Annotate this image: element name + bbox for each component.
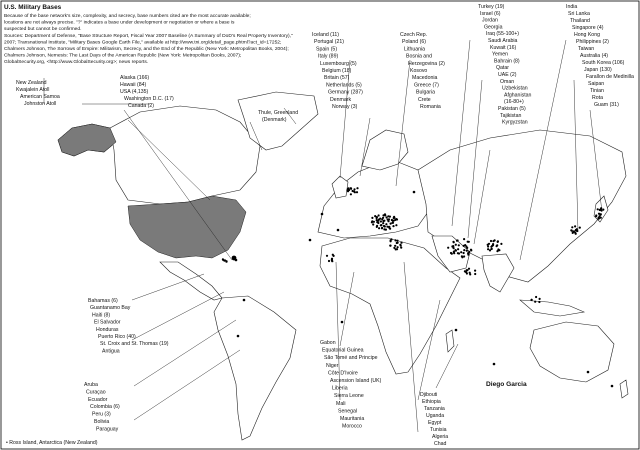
label-caribbean-item: Guantanamo Bay bbox=[90, 305, 131, 312]
intro-line: locations are not always precise. "?" indicates a base under development or negotiation or where a base is bbox=[4, 20, 235, 26]
label-mideast-item: Oman bbox=[500, 78, 515, 85]
label-africa-w-item: Liberia bbox=[332, 385, 348, 392]
label-caribbean-item: Puerto Rico (40) bbox=[98, 334, 136, 340]
base-marker bbox=[474, 273, 476, 275]
base-marker bbox=[395, 224, 397, 226]
label-africa-w-item: Equatorial Guinea bbox=[322, 347, 364, 354]
canada-land bbox=[110, 106, 260, 204]
base-marker bbox=[466, 272, 468, 274]
label-europe-a-item: Italy (89) bbox=[318, 53, 339, 60]
label-mideast-item: Afghanistan bbox=[504, 92, 532, 99]
label-mideast-item: Pakistan (5) bbox=[498, 106, 526, 112]
base-marker bbox=[371, 217, 373, 219]
base-marker bbox=[611, 385, 614, 388]
base-marker bbox=[395, 248, 397, 250]
base-marker bbox=[491, 245, 493, 247]
intro-line: Chalmers Johnson, The Sorrows of Empire: Militarism, Secrecy, and the End of the Republic (New York: Metropolitan Books, 2004); bbox=[4, 47, 289, 52]
base-marker bbox=[243, 299, 246, 302]
label-europe-a-item: Norway (3) bbox=[332, 104, 358, 110]
label-south-america-item: Ecuador bbox=[88, 396, 108, 403]
label-africa-w-item: Ascension Island (UK) bbox=[330, 378, 382, 384]
base-marker bbox=[385, 223, 387, 225]
base-marker bbox=[223, 260, 225, 262]
base-marker bbox=[384, 214, 386, 216]
base-marker bbox=[458, 252, 460, 254]
base-marker bbox=[331, 260, 333, 262]
label-europe-a-item: Belgium (18) bbox=[322, 68, 352, 74]
label-asia-item: Singapore (4) bbox=[572, 25, 604, 31]
base-marker bbox=[378, 214, 380, 216]
label-europe-b-item: Greece (7) bbox=[414, 82, 439, 89]
label-africa-w-item: Gabon bbox=[320, 340, 336, 346]
base-marker bbox=[354, 191, 356, 193]
label-south-america-item: Paraguay bbox=[96, 426, 119, 433]
label-europe-b-item: Czech Rep. bbox=[400, 32, 428, 38]
base-marker bbox=[380, 220, 382, 222]
base-marker bbox=[465, 245, 467, 247]
label-mideast-item: Israel (6) bbox=[480, 10, 501, 17]
base-marker bbox=[466, 250, 468, 252]
base-marker bbox=[463, 238, 465, 240]
base-marker bbox=[353, 188, 355, 190]
base-marker bbox=[383, 220, 385, 222]
label-europe-b-item: Kosovo bbox=[410, 68, 428, 74]
label-caribbean-item: Antigua bbox=[102, 348, 120, 355]
label-europe-b-item: Romania bbox=[420, 104, 441, 110]
label-europe-b-item: Bosnia and bbox=[406, 53, 432, 60]
label-europe-a-item: Denmark bbox=[330, 96, 352, 103]
label-europe-b-item: Macedonia bbox=[412, 75, 438, 82]
base-marker bbox=[376, 221, 378, 223]
label-europe-a-item: Germany (287) bbox=[328, 89, 363, 96]
base-marker bbox=[321, 213, 324, 216]
label-europe-a-item: Spain (5) bbox=[316, 46, 338, 53]
label-usa: USA (4,135) bbox=[120, 89, 149, 95]
base-marker bbox=[394, 245, 396, 247]
base-marker bbox=[470, 249, 472, 251]
base-marker bbox=[474, 270, 476, 272]
intro-line: Because of the base network's size, complexity, and secrecy, base numbers cited are the most accurate available; bbox=[4, 14, 251, 19]
label-mideast-item: Bahrain (8) bbox=[494, 58, 520, 65]
intro-line: Chalmers Johnson, Nemesis: The Last Days of the American Republic (New York: Metropolitan Books, 2007); bbox=[4, 53, 242, 59]
base-marker bbox=[356, 187, 358, 189]
label-asia-item: Japan (130) bbox=[584, 67, 612, 73]
label-mideast-item: Georgia bbox=[484, 24, 503, 31]
base-marker bbox=[389, 245, 391, 247]
label-south-america-item: Colombia (6) bbox=[90, 404, 120, 411]
label-europe-b-item: Lithuania bbox=[404, 46, 426, 53]
base-marker bbox=[350, 193, 352, 195]
base-marker bbox=[487, 248, 489, 250]
base-marker bbox=[390, 223, 392, 225]
base-marker bbox=[457, 248, 459, 250]
label-hawaii: Hawaii (84) bbox=[120, 82, 147, 88]
base-marker bbox=[372, 223, 374, 225]
base-marker bbox=[539, 298, 541, 300]
base-marker bbox=[378, 219, 380, 221]
label-asia-item: Rota bbox=[592, 95, 603, 101]
base-marker bbox=[393, 220, 395, 222]
label-mideast-item: Jordan bbox=[482, 17, 498, 24]
label-south-america-item: Curaçao bbox=[86, 389, 106, 396]
base-marker bbox=[496, 245, 498, 247]
base-marker bbox=[597, 208, 599, 210]
base-marker bbox=[492, 240, 494, 242]
label-canada: Canada (2) bbox=[128, 103, 154, 109]
label-europe-b-item: Poland (6) bbox=[402, 39, 426, 46]
base-marker bbox=[466, 269, 468, 271]
base-marker bbox=[487, 245, 489, 247]
label-africa-e-item: Uganda bbox=[426, 413, 445, 419]
base-marker bbox=[393, 216, 395, 218]
base-marker bbox=[347, 188, 349, 190]
label-mideast-item: Yemen bbox=[492, 51, 508, 58]
base-marker bbox=[455, 329, 458, 332]
label-caribbean-item: Haiti (8) bbox=[92, 312, 111, 319]
base-marker bbox=[490, 240, 492, 242]
base-marker bbox=[383, 228, 385, 230]
label-africa-w-item: Sierra Leone bbox=[334, 393, 364, 400]
base-marker bbox=[397, 242, 399, 244]
base-marker bbox=[452, 241, 454, 243]
label-asia-item: Hong Kong bbox=[574, 32, 600, 38]
label-asia-item: Guam (31) bbox=[594, 102, 619, 108]
base-marker bbox=[394, 239, 396, 241]
base-marker bbox=[376, 226, 378, 228]
base-marker bbox=[491, 248, 493, 250]
base-marker bbox=[463, 252, 465, 254]
base-marker bbox=[341, 321, 344, 324]
base-marker bbox=[328, 260, 330, 262]
label-american-samoa: American Samoa bbox=[20, 94, 60, 100]
label-caribbean-item: El Salvador bbox=[94, 319, 121, 326]
label-africa-w-item: Senegal bbox=[338, 408, 358, 415]
base-marker bbox=[587, 371, 590, 374]
base-marker bbox=[468, 251, 470, 253]
base-marker bbox=[396, 218, 398, 220]
base-marker bbox=[595, 215, 597, 217]
label-africa-e-item: Tanzania bbox=[424, 406, 445, 412]
base-marker bbox=[600, 209, 602, 211]
label-caribbean-item: St. Croix and St. Thomas (19) bbox=[100, 341, 169, 348]
label-africa-e-item: Ethiopia bbox=[422, 399, 441, 405]
label-asia-item: Tinian bbox=[590, 88, 604, 94]
label-africa-e-item: Algeria bbox=[432, 434, 449, 440]
base-marker bbox=[352, 190, 354, 192]
label-thule: Thule, Greenland bbox=[258, 110, 299, 116]
base-marker bbox=[376, 217, 378, 219]
label-asia-item: Taiwan bbox=[578, 46, 595, 52]
label-africa-w-item: Côte D'Ivoire bbox=[328, 370, 358, 377]
base-marker bbox=[571, 226, 573, 228]
map-title: U.S. Military Bases bbox=[4, 4, 62, 11]
base-marker bbox=[579, 227, 581, 229]
label-mideast-item: (16-80+) bbox=[504, 99, 524, 106]
label-europe-a-item: Luxembourg (5) bbox=[320, 60, 357, 67]
label-africa-w-item: Mali bbox=[336, 400, 346, 407]
base-marker bbox=[469, 273, 471, 275]
label-ross-island: • Ross Island, Antarctica (New Zealand) bbox=[6, 440, 98, 446]
label-kwajalein: Kwajalein Atoll bbox=[16, 87, 50, 93]
label-africa-e-item: Chad bbox=[434, 441, 447, 447]
base-marker bbox=[237, 335, 240, 338]
label-south-america-item: Peru (3) bbox=[92, 411, 111, 418]
intro-line: GlobalSecurity.org, <http://www.GlobalSecurity.org>; news reports. bbox=[4, 60, 149, 66]
base-marker bbox=[309, 239, 312, 242]
base-marker bbox=[380, 224, 382, 226]
label-caribbean-item: Honduras bbox=[96, 326, 119, 333]
label-denmark-greenland: (Denmark) bbox=[262, 117, 287, 123]
base-marker bbox=[463, 249, 465, 251]
label-mideast-item: Uzbekistan bbox=[502, 85, 528, 92]
intro-line: Sources: Department of Defense, "Base Structure Report, Fiscal Year 2007 Baseline (A Summary of DoD's Real Property Inventory)," bbox=[4, 33, 293, 39]
base-marker bbox=[392, 225, 394, 227]
base-marker bbox=[225, 260, 227, 262]
base-marker bbox=[381, 218, 383, 220]
base-marker bbox=[400, 244, 402, 246]
label-new-zealand: New Zealand bbox=[16, 80, 47, 86]
base-marker bbox=[381, 227, 383, 229]
base-marker bbox=[576, 228, 578, 230]
base-marker bbox=[447, 247, 449, 249]
label-mideast-item: Tajikistan bbox=[500, 112, 522, 119]
base-marker bbox=[413, 191, 416, 194]
label-europe-b-item: Crete bbox=[418, 96, 431, 103]
base-marker bbox=[454, 249, 456, 251]
label-europe-a-item: Iceland (11) bbox=[312, 32, 340, 38]
label-johnston: Johnston Atoll bbox=[24, 101, 57, 107]
label-asia-item: Saipan bbox=[588, 81, 605, 87]
base-marker bbox=[497, 240, 499, 242]
label-mideast-item: Iraq (55-100+) bbox=[486, 31, 520, 38]
base-marker bbox=[600, 213, 602, 215]
base-marker bbox=[376, 219, 378, 221]
label-mideast-item: UAE (2) bbox=[498, 72, 517, 78]
label-africa-w-item: Mauritania bbox=[340, 416, 365, 422]
washington-dc-marker bbox=[232, 256, 237, 261]
base-marker bbox=[397, 246, 399, 248]
base-marker bbox=[400, 247, 402, 249]
base-marker bbox=[337, 229, 340, 232]
label-asia-item: India bbox=[566, 4, 578, 10]
base-marker bbox=[451, 245, 453, 247]
base-marker bbox=[387, 215, 389, 217]
label-mideast-item: Turkey (19) bbox=[478, 4, 505, 10]
label-asia-item: Farallon de Medinilla bbox=[586, 74, 634, 80]
label-africa-e-item: Tunisia bbox=[430, 427, 447, 433]
label-europe-b-item: Herzegovina (2) bbox=[408, 60, 445, 67]
base-marker bbox=[374, 215, 376, 217]
label-asia-item: South Korea (106) bbox=[582, 60, 625, 66]
intro-line: suspected but cannot be confirmed. bbox=[4, 27, 82, 33]
label-mideast-item: Kyrgyzstan bbox=[502, 119, 528, 126]
base-marker bbox=[535, 296, 537, 298]
label-alaska: Alaska (166) bbox=[120, 75, 150, 81]
label-europe-a-item: Portugal (21) bbox=[314, 39, 344, 46]
label-mideast-item: Kuwait (16) bbox=[490, 44, 517, 51]
label-asia-item: Philippines (2) bbox=[576, 39, 609, 45]
base-marker bbox=[392, 222, 394, 224]
base-marker bbox=[500, 243, 502, 245]
label-europe-a-item: Netherlands (5) bbox=[326, 82, 362, 89]
base-marker bbox=[467, 241, 469, 243]
base-marker bbox=[600, 207, 602, 209]
base-marker bbox=[333, 255, 335, 257]
label-mideast-item: Qatar bbox=[496, 65, 509, 72]
base-marker bbox=[458, 244, 460, 246]
label-europe-b-item: Bulgaria bbox=[416, 89, 436, 96]
label-europe-a-item: Britain (57) bbox=[324, 75, 350, 82]
label-africa-e-item: Djibouti bbox=[420, 392, 438, 398]
base-marker bbox=[350, 187, 352, 189]
label-africa-w-item: Niger bbox=[326, 362, 339, 369]
label-south-america-item: Aruba bbox=[84, 382, 98, 388]
base-marker bbox=[400, 242, 402, 244]
base-marker bbox=[386, 216, 388, 218]
base-marker bbox=[534, 301, 536, 303]
base-marker bbox=[383, 225, 385, 227]
base-marker bbox=[460, 251, 462, 253]
label-washington: Washington D.C. (17) bbox=[124, 96, 174, 102]
base-marker bbox=[531, 299, 533, 301]
label-south-america-item: Bolivia bbox=[94, 419, 110, 425]
label-asia-item: Australia (4) bbox=[580, 53, 608, 59]
base-marker bbox=[538, 301, 540, 303]
label-mideast-item: Saudi Arabia bbox=[488, 38, 518, 44]
base-marker bbox=[382, 222, 384, 224]
base-marker bbox=[396, 240, 398, 242]
base-marker bbox=[388, 218, 390, 220]
base-marker bbox=[453, 251, 455, 253]
intro-line: 2007; Transnational Institute, "Military Bases Google Earth File," available at http://www.tni.org/detail_page.phtml?act_id=17252; bbox=[4, 40, 282, 46]
base-marker bbox=[455, 244, 457, 246]
base-marker bbox=[493, 363, 496, 366]
base-marker bbox=[326, 255, 328, 257]
base-marker bbox=[574, 225, 576, 227]
label-africa-e-item: Egypt bbox=[428, 420, 442, 426]
base-marker bbox=[464, 270, 466, 272]
base-marker bbox=[390, 240, 392, 242]
base-marker bbox=[356, 191, 358, 193]
base-marker bbox=[456, 240, 458, 242]
label-asia-item: Sri Lanka bbox=[568, 11, 590, 17]
label-asia-item: Thailand bbox=[570, 18, 590, 24]
label-diego-garcia: Diego Garcia bbox=[486, 381, 527, 388]
base-marker bbox=[450, 252, 452, 254]
base-marker bbox=[598, 217, 600, 219]
base-marker bbox=[371, 221, 373, 223]
base-marker bbox=[571, 230, 573, 232]
base-marker bbox=[386, 226, 388, 228]
label-caribbean-item: Bahamas (6) bbox=[88, 298, 118, 304]
base-marker bbox=[468, 268, 470, 270]
label-africa-w-item: São Tomé and Principe bbox=[324, 355, 378, 362]
base-marker bbox=[496, 250, 498, 252]
base-marker bbox=[378, 227, 380, 229]
label-africa-w-item: Morocco bbox=[342, 423, 362, 430]
base-marker bbox=[461, 256, 463, 258]
